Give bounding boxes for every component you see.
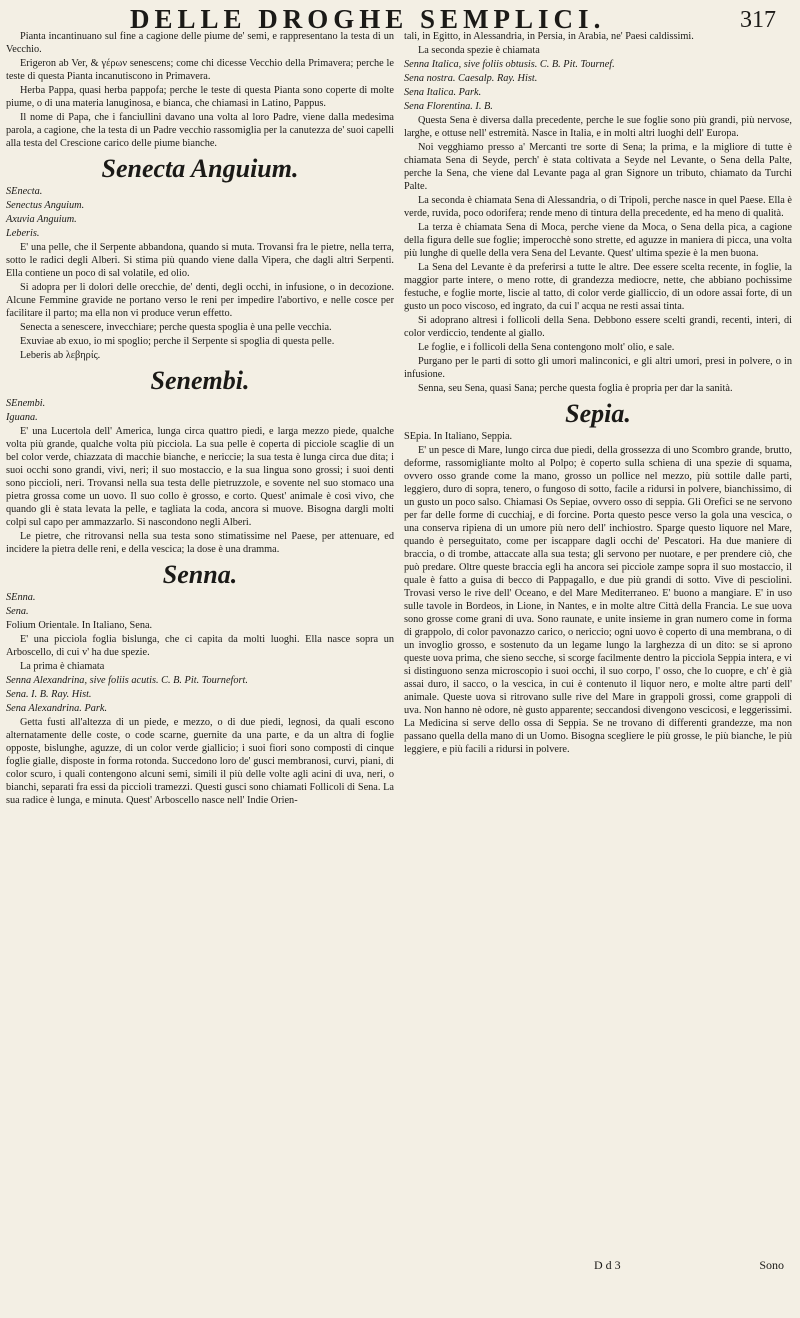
paragraph: Senna, seu Sena, quasi Sana; perche questa foglia è propria per dar la sanità. xyxy=(418,383,733,394)
paragraph: Il nome di Papa, che i fanciullini davano una volta al loro Padre, viene dalla medesima parola, a cagione, che la testa di un Padre vecchio rassomiglia per la canutezza de' suoi capelli alla testa del Crescione carico delle piume bianche. xyxy=(6,112,394,149)
paragraph: La seconda è chiamata Sena di Alessandria, o di Tripoli, perche nasce in quel Paese. Ella è verde, ruvida, poco odorifera; rende meno di tintura della precedente, ed ha meno di qualità. xyxy=(404,195,792,219)
paragraph: E' una pelle, che il Serpente abbandona, quando si muta. Trovansi fra le pietre, nella terra, sotto le radici degli Alberi. Si stima più quando viene dalla Vipera, che dagli altri Serpenti. Ella contiene un poco di sal volatile, ed olio. xyxy=(6,242,394,279)
section-heading-sepia: Sepia. xyxy=(565,399,631,428)
paragraph: La terza è chiamata Sena di Moca, perche viene da Moca, o Sena della pica, a cagione della figura delle sue foglie; imperocchè sono strette, ed aguzze in maniera di picca, una volta più lunghe di quelle della vera Sena del Levante. Quest' ultima spezie è la men buona. xyxy=(404,222,792,259)
synonym: Senna Alexandrina, sive foliis acutis. C. B. Pit. Tournefort. xyxy=(6,675,248,686)
right-column xyxy=(404,30,792,757)
running-title: DELLE DROGHE SEMPLICI. xyxy=(130,4,606,34)
paragraph: Le pietre, che ritrovansi nella sua testa sono stimatissime nel Paese, per attenuare, ed incidere la pietra delle reni, e della vescica; la dose è una dramma. xyxy=(6,531,394,555)
paragraph: Noi vegghiamo presso a' Mercanti tre sorte di Sena; la prima, e la migliore di tutte è chiamata Sena di Seyde, perch' è stata coltivata a Seyde nel Levante, o Sena della Palte, perche la Sena, che viene dal Levante paga al gran Signore un tributo, chiamato da Turchi Palte. xyxy=(404,142,792,192)
catchword: Sono xyxy=(759,1258,784,1272)
page-number: 317 xyxy=(740,7,776,33)
paragraph: SEpia. In Italiano, Seppia. xyxy=(404,431,513,442)
running-header xyxy=(0,4,800,34)
paragraph: Getta fusti all'altezza di un piede, e mezzo, o di due piedi, legnosi, da quali escono alternatamente delle coste, o code scarne, guernite da una parte, e da un altra di foglie opposte, bislunghe, aguzze, di un color verde giallicio; i suoi fiori sono composti di cinque foglie gialle, disposte in forma rotonda. Succedono loro de' gusci membranosi, curvi, piani, di color scuro, i quali contengono alcuni semi, simili il più delle volte agli acini di uva, neri, o bianchi, separati fra essi da piccioli tramezzi. Questi gusci sono chiamati Follicoli di Sena. La sua radice è lunga, e minuta. Quest' Arboscello nasce nell' Indie Orien- xyxy=(6,717,394,806)
paragraph: tali, in Egitto, in Alessandria, in Persia, in Arabia, ne' Paesi caldissimi. xyxy=(404,31,694,42)
left-column xyxy=(6,30,394,808)
section-heading-senna: Senna. xyxy=(162,560,238,589)
synonym: SEnecta. xyxy=(6,186,43,197)
section-heading-senecta: Senecta Anguium. xyxy=(101,154,299,183)
synonym: Senna Italica, sive foliis obtusis. C. B. Pit. Tournef. xyxy=(404,59,615,70)
synonym: Iguana. xyxy=(6,412,38,423)
paragraph: E' un pesce di Mare, lungo circa due piedi, della grossezza di uno Scombro grande, brutto, deforme, rassomigliante molto al Polpo; è coperto sulla schiena di una spezie di squama, ovvero osso grande come la mano, grosso un pollice nel mezzo, più sottile dalle parti, leggiero, duro di sopra, tenero, o fungoso di sotto, facile a ridursi in polvere, bianchissimo, di un gusto un poco salso. Chiamasi Os Sepiae, ovvero osso di seppia. Gli Orefici se ne servono per far delle forme di cucchiaj, e di forcine. Porta questo pesce verso la gola una vescica, o una conserva ripiena di un umore più nero dell' inchiostro. Sparge questo liquore nel Mare, quando è perseguitato, come per iscappare dagli occhi de' Pescatori. Ha due maniere di braccia, o di trombe, attaccate alla sua testa; gli servono per nuotare, e per prendere ciò, che può predare. Oltre queste braccia egli ha ancora sei picciole zampe sopra il suo mostaccio, il quale è fatto a guisa di becco di Pappagallo, e due più grandi di sotto. Vive di pesciolini. Trovasi verso le rive dell' Oceano, e del Mare Mediterraneo. E' buono a mangiare. E' in uso sulle tavole in Bordeos, in Lione, in Nantes, e in molte altre Città della Francia. Le sue uova sono grosse come grani di uva. Sono raunate, e unite insieme in gran numero come in forma di grappolo, di color pavonazzo carico, o nericcio; ogni uovo è coperto di una membrana, o di un invoglio grosso, e sostenuto da un legame lungo la larghezza di un dito: se si aprono queste uova prima, che sieno secche, si scorge facilmente dentro la picciola Seppia intera, e vi si distinguono senza microscopio i suoi occhi, il suo corpo, l' osso, che lo cuopre, e ch' è già assai duro, il sacco, o la vescica, in cui è contenuto il liquor nero, e molte altre parti dell' animale. Queste uova si ritrovano sulle rive del Mare in grappoli grossi, come grappoli di uva. Non hanno nè odore, nè gusto apparente; seccandosi divengono vescicosi, e leggerissimi. La Medicina si serve dello ossa di Seppia. Se ne trovano di differenti grandezze, ma non passano quella della mano di un Uomo. Bisogna scegliere le più grosse, le più bianche, le più leggiere, e più facili a ridursi in polvere. xyxy=(404,445,792,755)
paragraph: La prima è chiamata xyxy=(20,661,105,672)
synonym: Sena nostra. Caesalp. Ray. Hist. xyxy=(404,73,538,84)
paragraph: Purgano per le parti di sotto gli umori malinconici, e gli altri umori, presi in polvere, o in infusione. xyxy=(404,356,792,380)
paragraph: Pianta incantinuano sul fine a cagione delle piume de' semi, e rappresentano la testa di un Vecchio. xyxy=(6,31,394,55)
paragraph: Questa Sena è diversa dalla precedente, perche le sue foglie sono più grandi, più nervose, larghe, e ottuse nell' estremità. Nasce in Italia, e in molti altri luoghi dell' Europa. xyxy=(404,115,792,139)
synonym: Senectus Anguium. xyxy=(6,200,85,211)
synonym: Axuvia Anguium. xyxy=(6,214,77,225)
synonym: Leberis. xyxy=(6,228,40,239)
paragraph: Herba Pappa, quasi herba pappofa; perche le teste di questa Pianta sono coperte di molte piume, o di una materia lanuginosa, e bianca, che chiamasi in Latino, Pappus. xyxy=(6,85,394,109)
paragraph: Erigeron ab Ver, & γέρων senescens; come chi dicesse Vecchio della Primavera; perche le teste di questa Pianta incanutiscono in Primavera. xyxy=(6,58,394,82)
paragraph: E' una Lucertola dell' America, lunga circa quattro piedi, e larga mezzo piede, qualche volta più grande, qualche volta più picciola. La sua pelle è coperta di picciole scaglie di un bel color verde, chiazzata di macchie bianche, e nericcie; la sua testa è lunga circa due dita; i suoi occhi sono grandi, vivi, neri; il suo mostaccio, e la sua lingua sono grossi; i suoi denti sono piccioli, neri. Trovansi nella sua testa delle pietruzzole, e sovente nel suo stomaco una pietra grossa come un uovo. Il suo collo è grosso, e corto. Quest' animale è così vivo, che quando gli è stata levata la pelle, e tagliata la coda, ancora si muove. Bisogna dargli molti colpi sul capo per ammazzarlo. Si nascondono negli Alberi. xyxy=(6,426,394,528)
paragraph: Le foglie, e i follicoli della Sena contengono molt' olio, e sale. xyxy=(418,342,675,353)
signature-mark: D d 3 xyxy=(594,1258,621,1272)
synonym: Sena. I. B. Ray. Hist. xyxy=(6,689,92,700)
synonym: Sena Italica. Park. xyxy=(404,87,482,98)
paragraph: La Sena del Levante è da preferirsi a tutte le altre. Dee essere scelta recente, in foglie, la maggior parte intere, o meno rotte, di grandezza mediocre, nette, che abbiano pochissime festuche, e foglie morte, liscie al tatto, di color verde gialliccio, di un odore assai forte, di un gusto un poco viscoso, ed ingrato, da cui l' acqua ne resti assai tinta. xyxy=(404,262,792,312)
paragraph: Si adoprano altresì i follicoli della Sena. Debbono essere scelti grandi, recenti, interi, di color verdiccio, tendente al giallo. xyxy=(404,315,792,339)
synonym: Sena. xyxy=(6,606,29,617)
paragraph: Exuviae ab exuo, io mi spoglio; perche il Serpente si spoglia di questa pelle. xyxy=(20,336,335,347)
paragraph: La seconda spezie è chiamata xyxy=(418,45,540,56)
paragraph: Senecta a senescere, invecchiare; perche questa spoglia è una pelle vecchia. xyxy=(20,322,332,333)
synonym: Sena Florentina. I. B. xyxy=(404,101,493,112)
paragraph: E' una picciola foglia bislunga, che ci capita da molti luoghi. Ella nasce sopra un Arboscello, di cui v' ha due spezie. xyxy=(6,634,394,658)
synonym: SEnna. xyxy=(6,592,36,603)
paragraph: Si adopra per li dolori delle orecchie, de' denti, degli occhi, in infusione, o in decozione. Alcune Femmine gravide ne portano verso le reni per impedire l'abortivo, e nelle cosce per facilitare il parto; ma ella non vi produce verun effetto. xyxy=(6,282,394,319)
paragraph: Leberis ab λεβηρίς. xyxy=(20,350,101,361)
section-heading-senembi: Senembi. xyxy=(150,366,250,395)
synonym: Sena Alexandrina. Park. xyxy=(6,703,108,714)
synonym: SEnembi. xyxy=(6,398,46,409)
paragraph: Folium Orientale. In Italiano, Sena. xyxy=(6,620,153,631)
